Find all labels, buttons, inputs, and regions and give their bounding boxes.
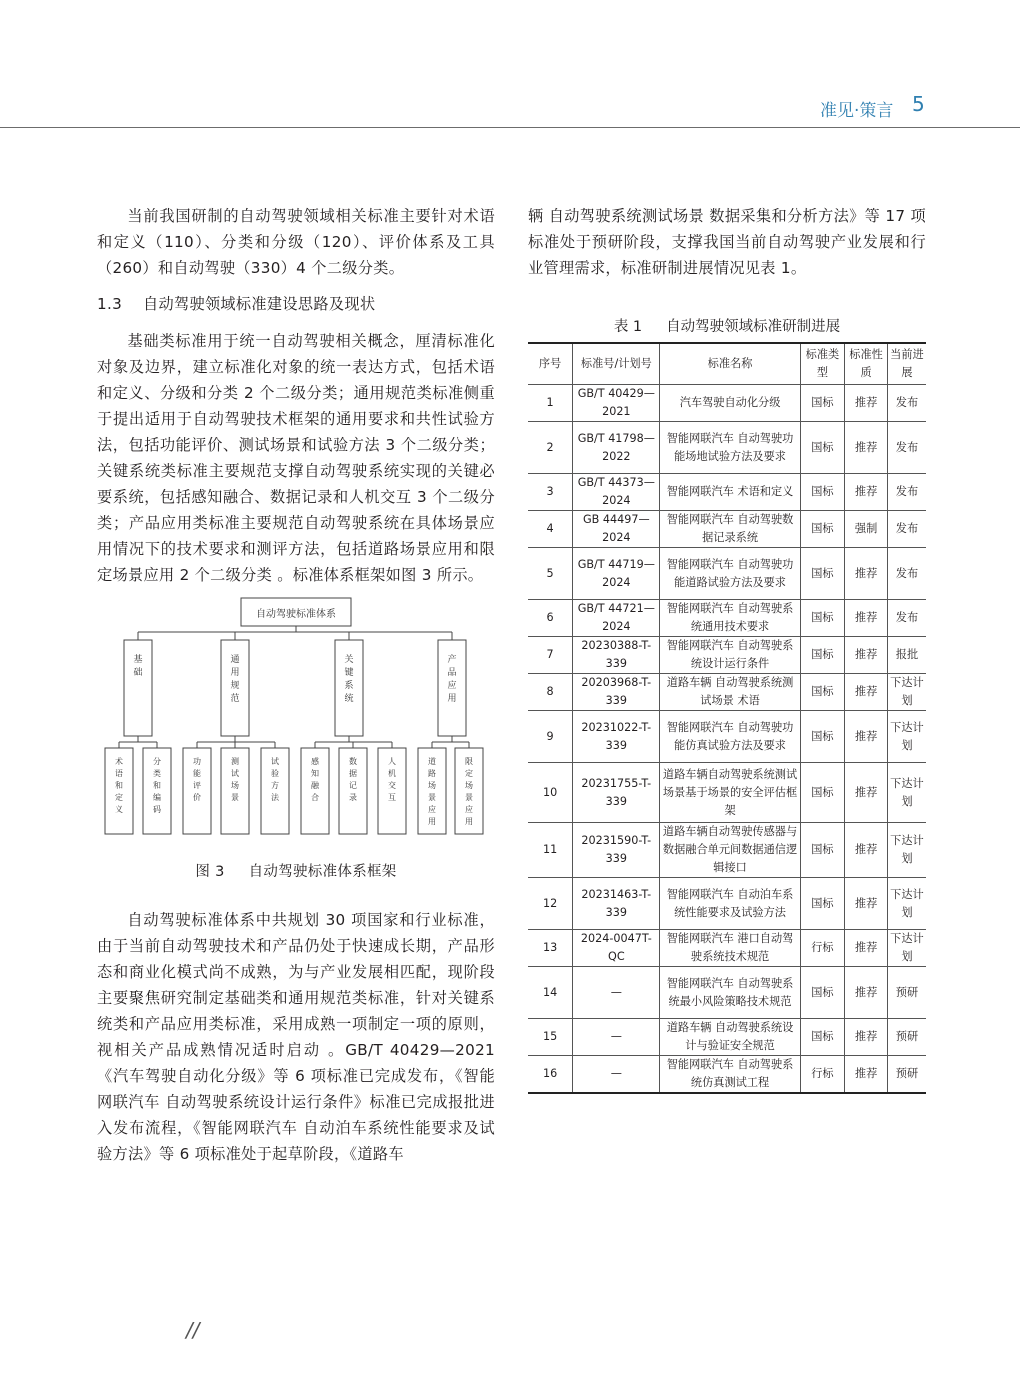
table-row bbox=[528, 878, 926, 930]
cell-name: 道路车辆自动驾驶系统测试场景基于场景的安全评估框架 bbox=[660, 763, 800, 823]
cell-property: 推荐 bbox=[845, 474, 888, 511]
left-column bbox=[97, 203, 495, 1167]
cell-property: 推荐 bbox=[845, 967, 888, 1019]
header-title: 准见·策言 bbox=[820, 101, 894, 121]
cell-property: 推荐 bbox=[845, 711, 888, 763]
cell-property: 推荐 bbox=[845, 600, 888, 637]
cell-seq: 1 bbox=[528, 385, 573, 422]
cell-seq: 14 bbox=[528, 967, 573, 1019]
cell-status: 预研 bbox=[887, 967, 926, 1019]
cell-name: 道路车辆自动驾驶传感器与数据融合单元间数据通信逻辑接口 bbox=[660, 823, 800, 878]
cell-property: 推荐 bbox=[845, 548, 888, 600]
table-caption-text: 自动驾驶领域标准研制进展 bbox=[666, 319, 841, 335]
cell-status: 发布 bbox=[887, 548, 926, 600]
leaf-node-label: 测试场景 bbox=[231, 757, 239, 802]
cell-name: 智能网联汽车 术语和定义 bbox=[660, 474, 800, 511]
group-node-label: 关键系统 bbox=[344, 655, 354, 704]
group-node-label: 通用规范 bbox=[230, 655, 240, 704]
cell-property: 推荐 bbox=[845, 637, 888, 674]
cell-status: 下达计划 bbox=[887, 823, 926, 878]
group-node-label: 基础 bbox=[133, 655, 143, 678]
cell-type: 国标 bbox=[800, 967, 845, 1019]
table-row bbox=[528, 637, 926, 674]
cell-seq: 11 bbox=[528, 823, 573, 878]
cell-code: GB/T 44719—2024 bbox=[573, 548, 660, 600]
cell-name: 智能网联汽车 自动驾驶数据记录系统 bbox=[660, 511, 800, 548]
cell-seq: 15 bbox=[528, 1019, 573, 1056]
table-row bbox=[528, 763, 926, 823]
cell-code: 20231590-T-339 bbox=[573, 823, 660, 878]
header-code: 标准号/计划号 bbox=[573, 343, 660, 385]
table-row bbox=[528, 711, 926, 763]
cell-type: 国标 bbox=[800, 674, 845, 711]
cell-type: 国标 bbox=[800, 548, 845, 600]
cell-status: 发布 bbox=[887, 511, 926, 548]
table-row bbox=[528, 1056, 926, 1094]
cell-code: GB/T 40429—2021 bbox=[573, 385, 660, 422]
table-row bbox=[528, 930, 926, 967]
leaf-node-label: 术语和定义 bbox=[115, 757, 123, 814]
cell-seq: 4 bbox=[528, 511, 573, 548]
cell-status: 下达计划 bbox=[887, 711, 926, 763]
cell-code: 2024-0047T-QC bbox=[573, 930, 660, 967]
cell-status: 发布 bbox=[887, 385, 926, 422]
table-row bbox=[528, 385, 926, 422]
cell-seq: 2 bbox=[528, 422, 573, 474]
table-caption bbox=[528, 315, 926, 336]
root-node-label: 自动驾驶标准体系 bbox=[256, 609, 336, 620]
cell-seq: 10 bbox=[528, 763, 573, 823]
cell-seq: 13 bbox=[528, 930, 573, 967]
standards-framework-diagram bbox=[97, 596, 495, 846]
leaf-node-label: 感知融合 bbox=[311, 757, 319, 802]
figure-caption-label: 图 3 bbox=[195, 864, 225, 880]
cell-name: 智能网联汽车 自动驾驶系统设计运行条件 bbox=[660, 637, 800, 674]
cell-code: GB/T 44373—2024 bbox=[573, 474, 660, 511]
cell-seq: 8 bbox=[528, 674, 573, 711]
leaf-node-label: 分类和编码 bbox=[153, 757, 161, 814]
framework-diagram-svg bbox=[97, 596, 495, 846]
leaf-node-label: 数据记录 bbox=[349, 757, 357, 802]
footer-mark: // bbox=[186, 1318, 200, 1342]
cell-property: 推荐 bbox=[845, 1019, 888, 1056]
table-row bbox=[528, 823, 926, 878]
table-row bbox=[528, 674, 926, 711]
table-caption-label: 表 1 bbox=[613, 319, 643, 335]
cell-code: 20230388-T-339 bbox=[573, 637, 660, 674]
cell-property: 推荐 bbox=[845, 878, 888, 930]
section-heading bbox=[97, 293, 495, 314]
standards-progress-table bbox=[528, 342, 926, 1094]
leaf-node-label: 道路场景应用 bbox=[428, 757, 436, 826]
cell-type: 国标 bbox=[800, 511, 845, 548]
group-node-label: 产品应用 bbox=[447, 655, 457, 704]
table-header-row bbox=[528, 343, 926, 385]
cell-type: 国标 bbox=[800, 1019, 845, 1056]
cell-code: GB 44497—2024 bbox=[573, 511, 660, 548]
table-row bbox=[528, 600, 926, 637]
header-property: 标准性质 bbox=[845, 343, 888, 385]
leaf-node-label: 限定场景应用 bbox=[465, 757, 473, 826]
cell-property: 推荐 bbox=[845, 1056, 888, 1094]
section-title: 自动驾驶领域标准建设思路及现状 bbox=[143, 295, 376, 313]
section-number: 1.3 bbox=[97, 295, 123, 313]
cell-name: 道路车辆 自动驾驶系统测试场景 术语 bbox=[660, 674, 800, 711]
paragraph-plan: 自动驾驶标准体系中共规划 30 项国家和行业标准，由于当前自动驾驶技术和产品仍处于快速成长期，产品形态和商业化模式尚不成熟，为与产业发展相匹配，现阶段主要聚焦研究制定基础类和通用规范类标准，针对关键系统类和产品应用类标准，采用成熟一项制定一项的原则，视相关产品成熟情况适时启动 。GB/T 40429—2021《汽车驾驶自动化分级》等 6 项标准已完成发布，《智能网联汽车 自动驾驶系统设计运行条件》标准已完成报批进入发布流程，《智能网联汽车 自动泊车系统性能要求及试验方法》等 6 项标准处于起草阶段，《道路车 bbox=[97, 911, 495, 1163]
cell-code: 20203968-T-339 bbox=[573, 674, 660, 711]
table-row bbox=[528, 967, 926, 1019]
cell-status: 发布 bbox=[887, 474, 926, 511]
cell-status: 发布 bbox=[887, 422, 926, 474]
figure-caption bbox=[97, 860, 495, 881]
header-type: 标准类型 bbox=[800, 343, 845, 385]
cell-code: 20231463-T-339 bbox=[573, 878, 660, 930]
figure-caption-text: 自动驾驶标准体系框架 bbox=[248, 864, 397, 880]
cell-name: 智能网联汽车 自动驾驶功能仿真试验方法及要求 bbox=[660, 711, 800, 763]
paragraph-intro: 当前我国研制的自动驾驶领域相关标准主要针对术语和定义（110）、分类和分级（120）、评价体系及工具（260）和自动驾驶（330）4 个二级分类。 bbox=[97, 207, 495, 277]
cell-name: 道路车辆 自动驾驶系统设计与验证安全规范 bbox=[660, 1019, 800, 1056]
table-row bbox=[528, 422, 926, 474]
cell-type: 行标 bbox=[800, 930, 845, 967]
cell-code: — bbox=[573, 1056, 660, 1094]
cell-type: 国标 bbox=[800, 385, 845, 422]
cell-name: 智能网联汽车 港口自动驾驶系统技术规范 bbox=[660, 930, 800, 967]
table-row bbox=[528, 474, 926, 511]
cell-type: 国标 bbox=[800, 637, 845, 674]
cell-name: 智能网联汽车 自动驾驶系统仿真测试工程 bbox=[660, 1056, 800, 1094]
header-rule bbox=[0, 127, 1020, 128]
cell-name: 智能网联汽车 自动泊车系统性能要求及试验方法 bbox=[660, 878, 800, 930]
cell-property: 强制 bbox=[845, 511, 888, 548]
cell-name: 智能网联汽车 自动驾驶功能道路试验方法及要求 bbox=[660, 548, 800, 600]
table-row bbox=[528, 548, 926, 600]
cell-seq: 9 bbox=[528, 711, 573, 763]
cell-seq: 5 bbox=[528, 548, 573, 600]
cell-type: 国标 bbox=[800, 600, 845, 637]
cell-seq: 12 bbox=[528, 878, 573, 930]
cell-status: 下达计划 bbox=[887, 878, 926, 930]
cell-type: 国标 bbox=[800, 474, 845, 511]
cell-type: 国标 bbox=[800, 711, 845, 763]
cell-property: 推荐 bbox=[845, 422, 888, 474]
cell-seq: 6 bbox=[528, 600, 573, 637]
cell-seq: 7 bbox=[528, 637, 573, 674]
cell-name: 智能网联汽车 自动驾驶系统通用技术要求 bbox=[660, 600, 800, 637]
cell-type: 国标 bbox=[800, 878, 845, 930]
cell-seq: 3 bbox=[528, 474, 573, 511]
cell-name: 汽车驾驶自动化分级 bbox=[660, 385, 800, 422]
cell-status: 预研 bbox=[887, 1056, 926, 1094]
right-column bbox=[528, 203, 926, 1094]
cell-property: 推荐 bbox=[845, 763, 888, 823]
header-status: 当前进展 bbox=[887, 343, 926, 385]
cell-status: 发布 bbox=[887, 600, 926, 637]
cell-code: GB/T 44721—2024 bbox=[573, 600, 660, 637]
cell-code: — bbox=[573, 967, 660, 1019]
cell-seq: 16 bbox=[528, 1056, 573, 1094]
leaf-node-label: 人机交互 bbox=[388, 757, 396, 802]
paragraph-continued: 辆 自动驾驶系统测试场景 数据采集和分析方法》等 17 项标准处于预研阶段，支撑我国当前自动驾驶产业发展和行业管理需求，标准研制进展情况见表 1。 bbox=[528, 207, 926, 277]
table-row bbox=[528, 511, 926, 548]
paragraph-framework: 基础类标准用于统一自动驾驶相关概念，厘清标准化对象及边界，建立标准化对象的统一表达方式，包括术语和定义、分级和分类 2 个二级分类；通用规范类标准侧重于提出适用于自动驾驶技术框架的通用要求和共性试验方法，包括功能评价、测试场景和试验方法 3 个二级分类；关键系统类标准主要规范支撑自动驾驶系统实现的关键必要系统，包括感知融合、数据记录和人机交互 3 个二级分类；产品应用类标准主要规范自动驾驶系统在具体场景应用情况下的技术要求和测评方法，包括道路场景应用和限定场景应用 2 个二级分类 。标准体系框架如图 3 所示。 bbox=[97, 332, 495, 584]
cell-code: 20231022-T-339 bbox=[573, 711, 660, 763]
cell-property: 推荐 bbox=[845, 385, 888, 422]
cell-status: 预研 bbox=[887, 1019, 926, 1056]
cell-code: 20231755-T-339 bbox=[573, 763, 660, 823]
cell-name: 智能网联汽车 自动驾驶功能场地试验方法及要求 bbox=[660, 422, 800, 474]
cell-property: 推荐 bbox=[845, 823, 888, 878]
cell-type: 国标 bbox=[800, 763, 845, 823]
cell-code: — bbox=[573, 1019, 660, 1056]
cell-status: 报批 bbox=[887, 637, 926, 674]
cell-type: 国标 bbox=[800, 422, 845, 474]
leaf-node-label: 功能评价 bbox=[193, 757, 201, 802]
cell-status: 下达计划 bbox=[887, 930, 926, 967]
page-number: 5 bbox=[912, 92, 925, 116]
cell-status: 下达计划 bbox=[887, 674, 926, 711]
header-name: 标准名称 bbox=[660, 343, 800, 385]
header-seq: 序号 bbox=[528, 343, 573, 385]
cell-type: 行标 bbox=[800, 1056, 845, 1094]
table-row bbox=[528, 1019, 926, 1056]
cell-type: 国标 bbox=[800, 823, 845, 878]
cell-property: 推荐 bbox=[845, 930, 888, 967]
cell-property: 推荐 bbox=[845, 674, 888, 711]
cell-name: 智能网联汽车 自动驾驶系统最小风险策略技术规范 bbox=[660, 967, 800, 1019]
cell-code: GB/T 41798—2022 bbox=[573, 422, 660, 474]
cell-status: 下达计划 bbox=[887, 763, 926, 823]
leaf-node-label: 试验方法 bbox=[271, 757, 279, 802]
